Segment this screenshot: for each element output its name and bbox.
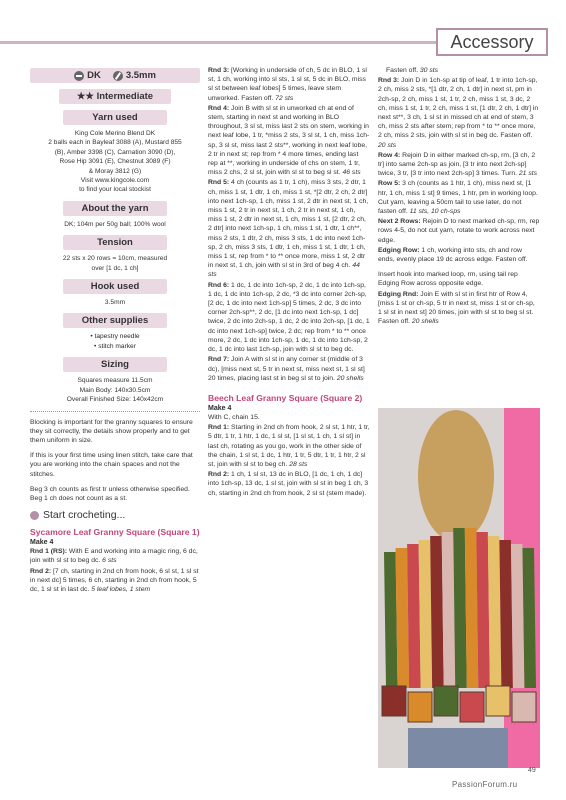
round-text: 4 ch (counts as 1 tr, 1 ch), miss 3 sts, 2 dtr, 1 ch, miss 1 st, 1 dtr, 1 ch, miss 1 st, *[2 dtr, 2 ch, 2 dtr] into next 1ch-sp, 1 ch, miss 1 st, 2 dtr in next st, 1 ch, miss 1 st, 2 tr in next st, 1 ch, 2 tr in next st, 1 ch, miss 1 st, 2 dtr in next st, 1 ch, miss 1 st, [2 dtr, 2 ch, 2 dtr] into next 1ch-sp, 1 ch, miss 1 st, 1 dtr, 1 ch**, miss 2 sts, 1 dtr, 2 ch, miss 3 sts, 1 dc into next 1ch-sp, 2 ch, miss 3 sts, 1 dtr, 1 ch, miss 1 st, 1 dtr, 1 ch, miss 1 st, rep from * to ** once more, miss 1 st, 2 dtr in next st, 1 ch, join with sl st in 3rd of beg 4 ch. [208, 179, 369, 270]
shawl-stripe [522, 548, 536, 688]
round-text: Insert hook into marked loop, rm, using tail rep Edging Row across opposite edge. [378, 271, 518, 288]
model-photo [378, 408, 540, 768]
sizing-line: Overall Finished Size: 140x42cm [66, 396, 164, 404]
round-text: 1 ch, working into sts, ch and row ends, evenly place 19 dc across edge. Fasten off. [378, 246, 528, 264]
round-text: Join E with sl st in first htr of Row 4, [miss 1 st or ch-sp, 5 tr in next st, miss 1 st or ch-sp, 1 sl st in next st] 20 times, join with sl st to beg sl st. Fasten off. [378, 290, 535, 326]
round-label: Rnd 3: [208, 67, 230, 74]
sizing-line: Squares measure 11.5cm [77, 377, 153, 385]
round-label: Edging Row: [378, 246, 420, 254]
round-label: Rnd 4: [208, 104, 230, 112]
stitch-count: 46 sts [342, 169, 361, 177]
stitch-count: 72 sts [275, 94, 294, 102]
granny-square [382, 686, 406, 716]
instruction-row [378, 66, 540, 75]
start-crocheting-heading [30, 509, 200, 521]
section-title: Accessory [436, 28, 548, 56]
shawl-stripe [453, 528, 467, 688]
header-stripe [0, 41, 440, 44]
round-text: Join B with sl st in unworked ch at end of stem, starting in next st and working in BLO throughout, 3 sl st, miss last 2 sts on stem, working in next leaf lobe, 1 tr, *miss 2 sts, 3 sl st, 1 ch, miss 1ch-sp, 3 sl st, miss last 2 sts**, working in next leaf lobe, 2 tr in next st; rep from * 4 more times, ending last rep at **, working in underside of chs on stem, 1 tr, miss 2 chs, 2 sl st, join with sl st to beg sl st. [208, 104, 370, 177]
instruction-row [208, 178, 370, 279]
granny-square [486, 686, 510, 716]
page-number: 49 [528, 767, 536, 774]
tension-text [30, 254, 200, 273]
sizing-text [30, 376, 200, 404]
instruction-row [30, 547, 200, 565]
granny-square [512, 692, 536, 722]
shawl-stripe [419, 540, 433, 688]
round-label: Rnd 7: [208, 356, 230, 364]
round-text: Rejoin D to next marked ch-sp, rm, rep rows 4-5, do not cut yarn, rotate to work across next edge. [378, 218, 540, 244]
round-label: Rnd 6: [208, 281, 230, 289]
shawl-stripe [488, 536, 502, 688]
instruction-row [30, 567, 200, 595]
square1-title: Sycamore Leaf Granny Square (Square 1) [30, 527, 200, 538]
beg-1ch-note: Beg 1 ch does not count as a st. [30, 494, 128, 502]
instruction-row [378, 246, 540, 264]
shawl-stripe [407, 544, 421, 688]
dotted-divider [30, 411, 200, 412]
stitch-count: 30 sts [419, 67, 439, 74]
shawl-stripe [384, 552, 398, 688]
skill-level-badge: ★★ Intermediate [59, 89, 171, 104]
tension-line: over [1 dc, 1 ch] [91, 264, 139, 272]
shawl-stripe [465, 528, 479, 688]
instruction-row [208, 355, 370, 383]
stitch-count: 6 sts [102, 557, 117, 565]
round-label: Rnd 2: [30, 567, 52, 575]
instruction-row [208, 66, 370, 103]
stitch-count: 20 sts [378, 141, 397, 149]
round-label: Row 5: [378, 180, 401, 188]
about-yarn-text: DK; 104m per 50g ball; 100% wool [64, 220, 166, 228]
round-text: 3 ch (counts as 1 htr, 1 ch), miss next st, [1 htr, 1 ch, miss 1 st] 9 times, 1 htr, pm in working loop. Cut yarn, leaving a 50cm tail to use later, do not fasten off. [378, 180, 538, 216]
yarn-line: (B), Amber 3398 (C), Carnation 3090 (D), [54, 148, 176, 156]
instruction-row [378, 290, 540, 327]
middle-column [208, 66, 370, 499]
shawl-stripe [476, 532, 490, 688]
yarn-line: & Moray 3812 (G) [88, 167, 142, 175]
granny-square [408, 692, 432, 722]
meta-row [30, 68, 200, 83]
shawl-stripes [384, 528, 536, 688]
instruction-row [378, 151, 540, 179]
instruction-row [378, 270, 540, 288]
stockist-link[interactable]: Visit www.kingcole.com [80, 177, 150, 185]
round-label: Rnd 1: [208, 424, 230, 432]
yarn-ball-icon [74, 71, 84, 81]
hook-used-heading: Hook used [63, 279, 167, 294]
yarn-line: King Cole Merino Blend DK [74, 130, 156, 137]
other-supplies-list [30, 332, 200, 351]
tension-heading: Tension [63, 235, 167, 250]
instruction-row [208, 423, 370, 469]
round-text: 1 dc, 1 dc into 1ch-sp, 2 dc, 1 dc into 1ch-sp, 1 dc, 1 dc into 1ch-sp, 2 dc, *3 dc into corner 2ch-sp, [2 dc, 1 dc into next 1ch-sp] 5 times, 2 dc, 3 dc into corner 2ch-sp**, 2 dc, [1 dc into next 1ch-sp, 1 dc] twice, 2 dc into 2ch-sp, 1 dc, 2 dc into 2ch-sp, [1 dc, 1 dc into next 1ch-sp] twice, 2 dc; rep from * to ** once more, 2 dc, 1 dc into 1ch-sp, 1 dc, 1 dc into 1ch-sp, 2 dc, 1 dc into last 1ch-sp, join with sl st to beg dc. [208, 281, 370, 354]
start-label: Start crocheting... [43, 509, 126, 522]
weight-meta [74, 70, 101, 81]
yarn-line: to find your local stockist [79, 186, 151, 194]
blocking-note: Blocking is important for the granny squares to ensure they sit correctly, the details show properly and to get them uniform in size. [30, 418, 193, 444]
shawl-stripe [499, 540, 513, 688]
instruction-row [378, 217, 540, 245]
instruction-row [208, 281, 370, 355]
site-watermark: PassionForum.ru [452, 780, 518, 789]
stitch-count: 21 sts [518, 170, 538, 178]
other-supplies-heading: Other supplies [63, 313, 167, 328]
left-column [30, 66, 200, 595]
yarn-line: 2 balls each in Bayleaf 3088 (A), Mustard 855 [48, 139, 182, 147]
instruction-row [208, 470, 370, 498]
list-item: • tapestry needle [30, 332, 200, 341]
shawl-photo-illustration [378, 408, 540, 768]
square2-intro: With C, chain 15. [208, 413, 260, 421]
granny-square [460, 692, 484, 722]
round-text: Starting in 2nd ch from hook, 2 sl st, 1 htr, 1 tr, 5 dtr, 1 tr, 1 htr, 1 dc, 1 sl st, [1 sl st, 1 ch, 1 sl st] in last ch, rotating as you go, work in the other side of the chain, 1 sl st, 1 dc, 1 htr, 1 tr, 5 dtr, 1 tr, 1 htr, 2 sl st, join with sl st to beg ch. [208, 424, 370, 468]
stitch-count: 20 shells [336, 374, 364, 382]
instruction-row [378, 76, 540, 150]
round-label: Rnd 5: [208, 179, 230, 187]
stitch-count: 28 sts [289, 460, 308, 468]
about-yarn-heading: About the yarn [63, 201, 167, 216]
round-label: Rnd 3: [378, 77, 400, 85]
yarn-line: Rose Hip 3091 (E), Chestnut 3089 (F) [59, 158, 171, 166]
stitch-count: 5 leaf lobes, 1 stem [91, 585, 151, 593]
stitch-count: 11 sts, 10 ch-sps [409, 208, 461, 216]
stitch-count: 20 shells [411, 318, 439, 326]
round-text: [Working in underside of ch, 5 dc in BLO, 1 sl st, 1 ch, working into sl sts, 1 sl st, 5 dc in BLO, miss sl st between leaf lobes] 5 times, leave stem unworked. Fasten off. [208, 67, 367, 102]
round-text: Fasten off. [386, 67, 418, 74]
granny-square [434, 686, 458, 716]
beg-3ch-note: Beg 3 ch counts as first tr unless otherwise specified. [30, 485, 190, 493]
instruction-row [378, 179, 540, 216]
sizing-heading: Sizing [63, 357, 167, 372]
weight-label: DK [87, 70, 101, 81]
hook-size-label: 3.5mm [125, 70, 156, 81]
round-text: Rejoin D in either marked ch-sp, rm, [3 ch, 2 tr] into same 2ch-sp as join, [3 tr into next 2ch-sp] twice, 3 tr, [3 tr into next 2ch-sp] 3 times. Turn. [378, 151, 536, 178]
square2-title: Beech Leaf Granny Square (Square 2) [208, 392, 363, 403]
shawl-stripe [442, 532, 456, 688]
round-text: [7 ch, starting in 2nd ch from hook, 6 sl st, 1 sl st in next dc] 5 times, 6 ch, starting in 2nd ch from hook, 5 dc, 1 sl st in last dc. [30, 567, 199, 593]
list-item: • stitch marker [30, 342, 200, 351]
round-label: Next 2 Rows: [378, 218, 421, 226]
sizing-line: Main Body: 140x30.5cm [79, 386, 151, 394]
yarn-used-text [30, 129, 200, 195]
hook-meta [113, 70, 156, 81]
round-label: Edging Rnd: [378, 290, 419, 298]
round-label: Row 4: [378, 151, 401, 159]
round-label: Rnd 1 (RS): [30, 548, 68, 556]
crochet-hook-icon [113, 71, 123, 81]
model-hair [418, 410, 494, 542]
shawl-stripe [396, 548, 410, 688]
right-column [378, 66, 540, 327]
round-text: With E and working into a magic ring, 6 dc, join with sl st to beg dc. [30, 548, 198, 565]
square2-make: Make 4 [208, 404, 232, 412]
bullet-icon [30, 511, 39, 520]
round-text: Join A with sl st in any corner st (middle of 3 dc), [miss next st, 5 tr in next st, miss next st, 1 sl st] 20 times, placing last st in beg sl st to join. [208, 356, 365, 382]
section-header [0, 28, 566, 58]
stitch-count: 44 sts [208, 262, 360, 279]
model-jeans [408, 728, 508, 768]
shawl-stripe [430, 536, 444, 688]
shawl-stripe [511, 544, 525, 688]
round-label: Rnd 2: [208, 471, 230, 479]
tension-line: 22 sts x 20 rows = 10cm, measured [62, 255, 168, 263]
round-text: Join D in 1ch-sp at tip of leaf, 1 tr into 1ch-sp, 2 ch, miss 2 sts, *[1 dtr, 2 ch, 1 dtr] in next st, pm in 2ch-sp, 2 ch, miss 1 st, 1 tr, 2 ch, miss 1 st, 3 dc, 2 ch, miss 1 st, 1 tr, 2 ch, miss 1 st, [1 dtr, 2 ch, 1 dtr] in next st**, 3 ch, 1 sl st in missed ch at end of stem, 3 ch, miss 2 sts after stem; rep from * to ** once more, 2 ch, miss 2 sts, join with sl st in beg dc. Fasten off. [378, 77, 539, 140]
square1-make: Make 4 [30, 539, 54, 547]
instruction-row [208, 104, 370, 178]
yarn-used-heading: Yarn used [63, 110, 167, 125]
linen-stitch-note: If this is your first time using linen stitch, take care that you are working into the chain spaces and not the stitches. [30, 452, 193, 478]
round-text: 1 ch, 1 sl st, 13 dc in BLO, [1 dc, 1 ch, 1 dc] into 1ch-sp, 13 dc, 1 sl st, join with sl st in beg 1 ch, 3 ch, starting in 2nd ch from hook, 2 sl st (stem made). [208, 471, 369, 497]
hook-used-text: 3.5mm [104, 299, 126, 307]
